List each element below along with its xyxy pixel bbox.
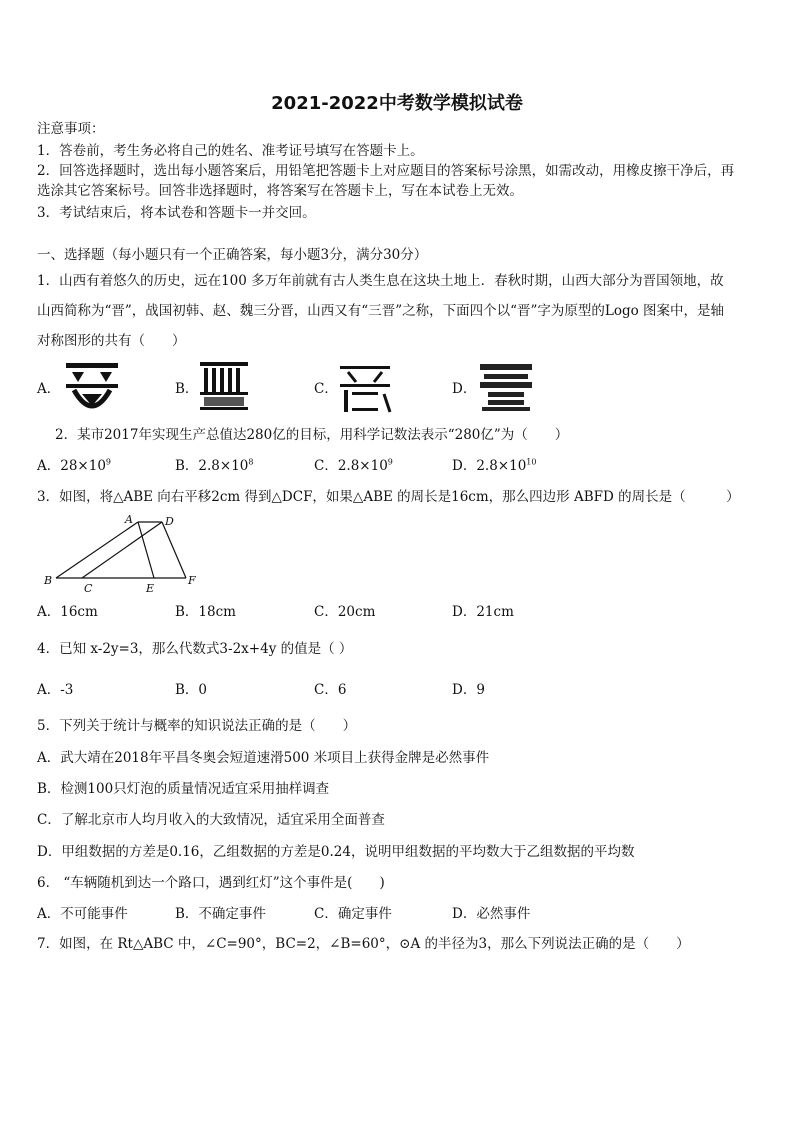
question-4-stem: 4．已知 x-2y=3，那么代数式3-2x+4y 的值是（ ） bbox=[37, 641, 353, 657]
notice-item: 1．答卷前，考生务必将自己的姓名、准考证号填写在答题卡上。 bbox=[37, 143, 424, 159]
question-6-stem: 6． “车辆随机到达一个路口，遇到红灯”这个事件是( ) bbox=[37, 875, 385, 891]
question-7-stem: 7．如图，在 Rt△ABC 中，∠C=90°，BC=2，∠B=60°，⊙A 的半径为3，那么下列说法正确的是（ ） bbox=[37, 936, 690, 952]
point-label-c: C bbox=[84, 582, 93, 595]
q4-option-a: A．-3 bbox=[37, 682, 74, 698]
q5-option-a: A．武大靖在2018年平昌冬奥会短道速滑500 米项目上获得金牌是必然事件 bbox=[37, 750, 490, 766]
question-2-stem: 2．某市2017年实现生产总值达280亿的目标，用科学记数法表示“280亿”为（ ） bbox=[55, 427, 569, 443]
exponent: 9 bbox=[387, 457, 393, 467]
option-label: A．28×10 bbox=[37, 458, 106, 474]
jin-logo-d-image bbox=[478, 362, 534, 412]
exponent: 9 bbox=[105, 457, 112, 467]
point-label-f: F bbox=[188, 574, 196, 587]
question-1-line: 1．山西有着悠久的历史，远在100 多万年前就有古人类生息在这块土地上．春秋时期，山西大部分为晋国领地，故 bbox=[37, 273, 724, 289]
q4-option-b: B．0 bbox=[175, 682, 208, 698]
q1-option-c: C． bbox=[314, 381, 338, 397]
q2-option-a bbox=[37, 457, 111, 475]
section-heading: 一、选择题（每小题只有一个正确答案，每小题3分，满分30分） bbox=[37, 247, 428, 263]
translation-figure bbox=[38, 512, 208, 596]
q2-option-d bbox=[452, 457, 536, 475]
notice-item: 3．考试结束后，将本试卷和答题卡一并交回。 bbox=[37, 205, 316, 221]
point-label-a: A bbox=[125, 513, 133, 526]
q4-option-c: C．6 bbox=[314, 682, 347, 698]
q5-option-d: D．甲组数据的方差是0.16，乙组数据的方差是0.24，说明甲组数据的平均数大于乙组数据的平均数 bbox=[37, 844, 635, 860]
notice-item: 选涂其它答案标号。回答非选择题时，将答案写在答题卡上，写在本试卷上无效。 bbox=[37, 183, 523, 199]
q2-option-c bbox=[314, 457, 393, 475]
option-label: B．2.8×10 bbox=[175, 458, 249, 474]
q4-option-d: D．9 bbox=[452, 682, 485, 698]
q3-option-d: D．21cm bbox=[452, 604, 514, 620]
q6-option-b: B．不确定事件 bbox=[175, 906, 266, 922]
question-1-line: 山西简称为“晋”，战国初韩、赵、魏三分晋，山西又有“三晋”之称，下面四个以“晋”字为原型的Logo 图案中，是轴 bbox=[37, 303, 725, 319]
question-3-stem: 3．如图，将△ABE 向右平移2cm 得到△DCF，如果△ABE 的周长是16cm，那么四边形 ABFD 的周长是（ ） bbox=[37, 489, 740, 505]
q5-option-b: B．检测100只灯泡的质量情况适宜采用抽样调查 bbox=[37, 781, 330, 797]
q1-option-b: B． bbox=[175, 381, 199, 397]
jin-logo-b-image bbox=[198, 360, 250, 412]
q3-option-c: C．20cm bbox=[314, 604, 376, 620]
notice-heading: 注意事项： bbox=[37, 121, 105, 137]
question-1-line: 对称图形的共有（ ） bbox=[37, 333, 186, 349]
page-title: 2021-2022中考数学模拟试卷 bbox=[271, 93, 523, 114]
exponent: 10 bbox=[526, 457, 537, 467]
jin-logo-a-image bbox=[62, 360, 122, 415]
option-label: D．2.8×10 bbox=[452, 458, 527, 474]
q1-option-a: A． bbox=[37, 381, 61, 397]
q6-option-d: D．必然事件 bbox=[452, 906, 531, 922]
q3-option-b: B．18cm bbox=[175, 604, 236, 620]
q5-option-c: C．了解北京市人均月收入的大致情况，适宜采用全面普查 bbox=[37, 812, 385, 828]
q2-option-b bbox=[175, 457, 253, 475]
q1-option-d: D． bbox=[452, 381, 477, 397]
question-5-stem: 5．下列关于统计与概率的知识说法正确的是（ ） bbox=[37, 718, 357, 734]
point-label-d: D bbox=[165, 515, 174, 528]
q3-option-a: A．16cm bbox=[37, 604, 98, 620]
q6-option-a: A．不可能事件 bbox=[37, 906, 128, 922]
exponent: 8 bbox=[248, 457, 254, 467]
option-label: C．2.8×10 bbox=[314, 458, 388, 474]
jin-logo-c-image bbox=[338, 360, 392, 415]
point-label-e: E bbox=[146, 582, 155, 595]
notice-item: 2．回答选择题时，选出每小题答案后，用铅笔把答题卡上对应题目的答案标号涂黑，如需改动，用橡皮擦干净后，再 bbox=[37, 163, 735, 179]
q6-option-c: C．确定事件 bbox=[314, 906, 392, 922]
point-label-b: B bbox=[44, 574, 53, 587]
